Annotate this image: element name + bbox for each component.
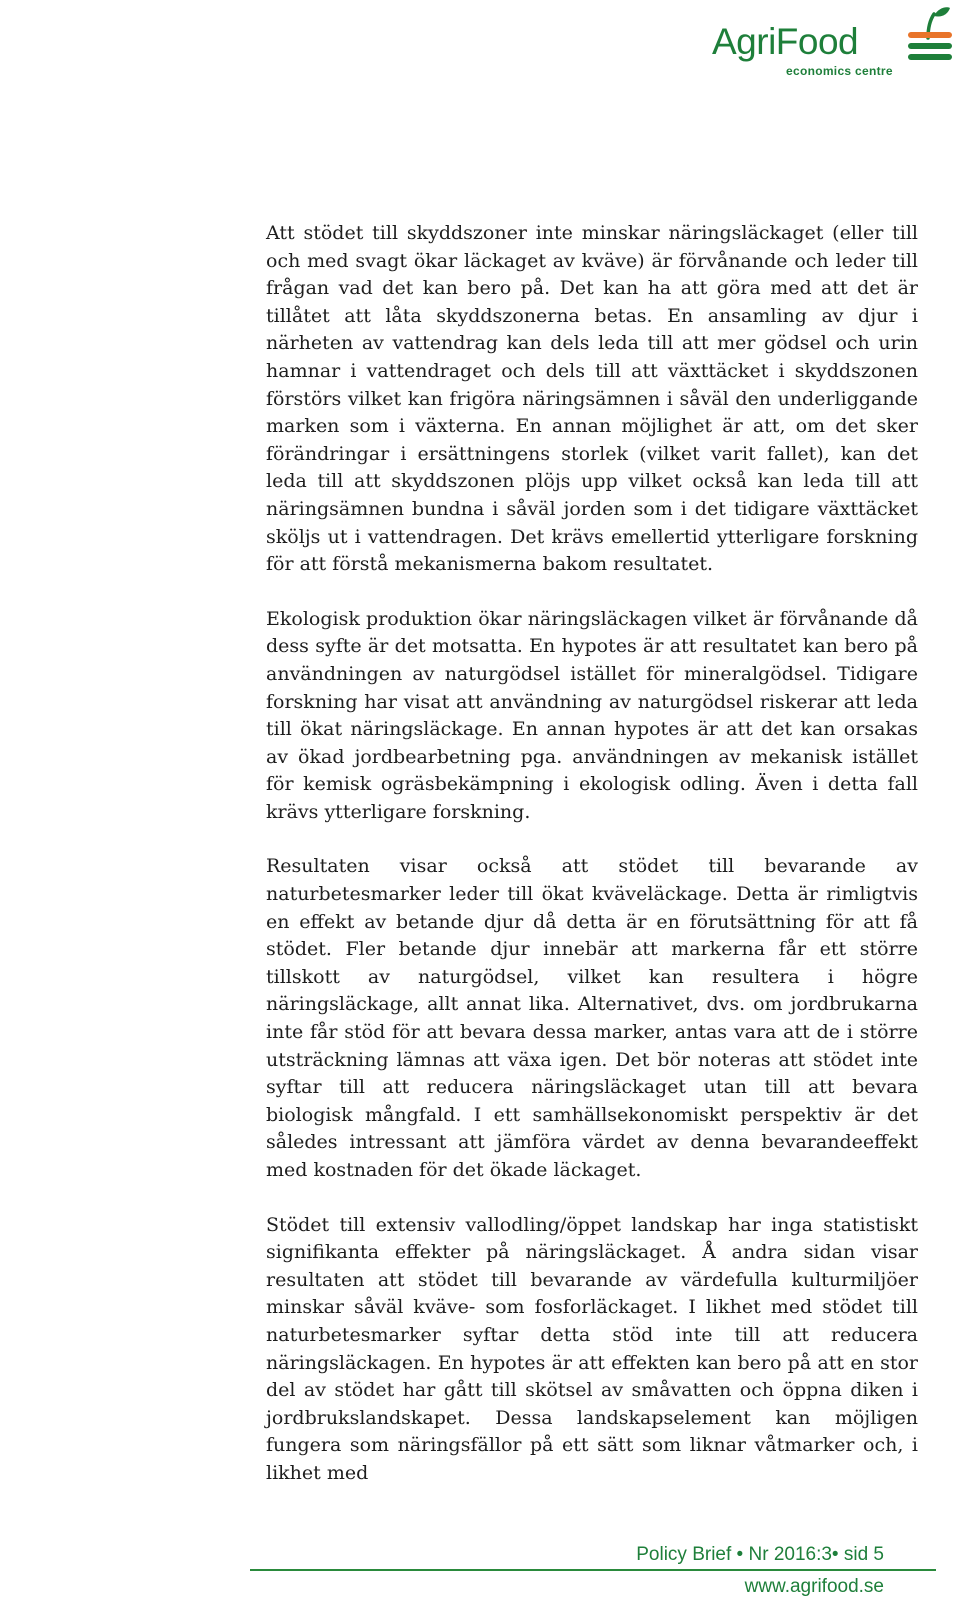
footer-url: www.agrifood.se: [744, 1576, 884, 1597]
paragraph-extensiv-vallodling: Stödet till extensiv vallodling/öppet landskap har inga statistiskt signifikanta effekter på näringsläckaget. Å andra sidan visar resultaten att stödet till bevarande av värdefulla kulturmiljöer minskar såväl kväve- som fosforläckaget. I likhet med stödet till naturbetesmarker syftar detta stöd inte till att reducera näringsläckagen. En hypotes är att effekten kan bero på att en stor del av stödet har gått till skötsel av småvatten och öppna diken i jordbrukslandskapet. Dessa landskapselement kan möjligen fungera som näringsfällor på ett sätt som liknar våtmarker och, i likhet med: [266, 1213, 918, 1484]
logo-name: AgriFood: [712, 21, 859, 62]
paragraph-naturbetesmarker: Resultaten visar också att stödet till bevarande av naturbetesmarker leder till ökat kväveläckage. Detta är rimligtvis en effekt av betande djur då detta är en förutsättning för att få stödet. Fler betande djur innebär att markerna får ett större tillskott av naturgödsel, vilket kan resultera i högre näringsläckage, allt annat lika. Alternativet, dvs. om jordbrukarna inte får stöd för att bevara dessa marker, antas vara att de i större utsträckning lämnas att växa igen. Det bör noteras att stödet inte syftar till att reducera näringsläckaget utan till att bevara biologisk mångfald. I ett samhällsekonomiskt perspektiv är det således intressant att jämföra värdet av denna bevarandeeffekt med kostnaden för det ökade läckaget.: [266, 855, 918, 1181]
paragraph-ekologisk-produktion: Ekologisk produktion ökar näringsläckagen vilket är förvånande då dess syfte är det motsatta. En hypotes är att resultatet kan bero på användningen av naturgödsel istället för mineralgödsel. Tidigare forskning har visat att användning av naturgödsel riskerar att leda till ökat näringsläckage. En annan hypotes är att det kan orsakas av ökad jordbearbetning pga. användningen av mekanisk istället för kemisk ogräsbekämpning i ekologisk odling. Även i detta fall krävs ytterligare forskning.: [266, 607, 918, 823]
document-body: [266, 220, 918, 1515]
footer-policy-brief: Policy Brief • Nr 2016:3• sid 5: [636, 1544, 884, 1565]
footer-divider: [250, 1569, 936, 1571]
agrifood-logo: [712, 4, 952, 80]
agrifood-leaf-logo-icon: [894, 4, 952, 74]
paragraph-skyddszoner: Att stödet till skyddszoner inte minskar näringsläckaget (eller till och med svagt ökar läckaget av kväve) är förvånande och leder till frågan vad det kan bero på. Det kan ha att göra med att det är tillåtet att låta skyddszonerna betas. En ansamling av djur i närheten av vattendrag kan dels leda till att mer gödsel och urin hamnar i vattendraget och dels till att växttäcket i skyddszonen förstörs vilket kan frigöra näringsämnen i såväl den underliggande marken som i växterna. En annan möjlighet är att, om det sker förändringar i ersättningens storlek (vilket varit fallet), kan det leda till att skyddszonen plöjs upp vilket också kan leda till att näringsämnen bundna i såväl jorden som i det tidigare växttäcket sköljs ut i vattendragen. Det krävs emellertid ytterligare forskning för att förstå mekanismerna bakom resultatet.: [266, 222, 918, 576]
logo-subtitle: economics centre: [786, 64, 893, 78]
